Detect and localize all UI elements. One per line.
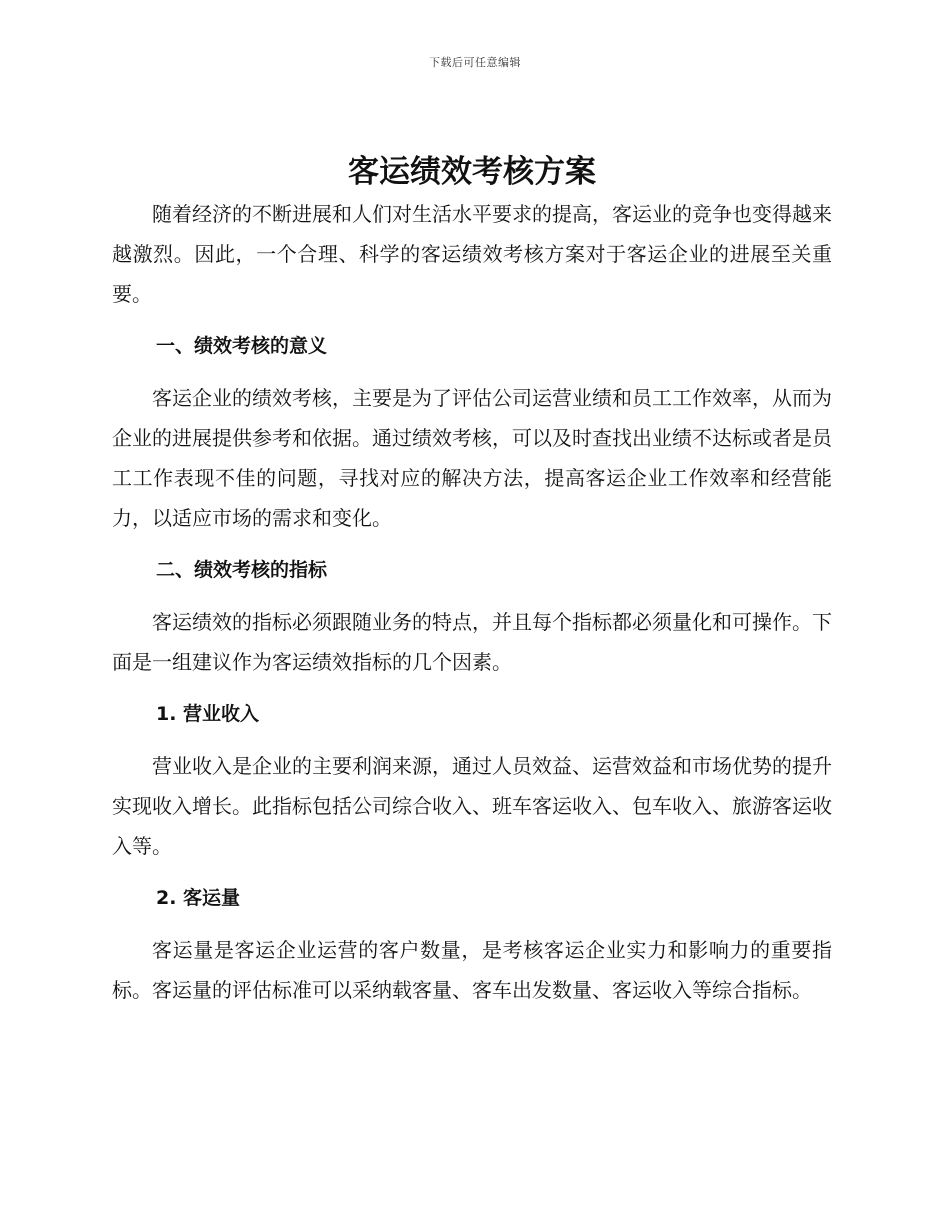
section-1-paragraph: 客运企业的绩效考核，主要是为了评估公司运营业绩和员工工作效率，从而为企业的进展提供参考和依据。通过绩效考核，可以及时查找出业绩不达标或者是员工工作表现不佳的问题，寻找对应的解决方法，提高客运企业工作效率和经营能力，以适应市场的需求和变化。 bbox=[112, 386, 832, 530]
header-note: 下载后可任意编辑 bbox=[429, 56, 521, 69]
item-2-heading: 2. 客运量 bbox=[156, 887, 241, 909]
intro-paragraph: 随着经济的不断进展和人们对生活水平要求的提高，客运业的竞争也变得越来越激烈。因此，一个合理、科学的客运绩效考核方案对于客运企业的进展至关重要。 bbox=[112, 202, 832, 306]
item-1-heading: 1. 营业收入 bbox=[156, 703, 260, 725]
document-title: 客运绩效考核方案 bbox=[348, 154, 596, 190]
section-2-heading: 二、绩效考核的指标 bbox=[156, 559, 328, 581]
section-1-heading: 一、绩效考核的意义 bbox=[156, 335, 328, 357]
section-2-paragraph: 客运绩效的指标必须跟随业务的特点，并且每个指标都必须量化和可操作。下面是一组建议作为客运绩效指标的几个因素。 bbox=[112, 610, 832, 674]
item-1-paragraph: 营业收入是企业的主要利润来源，通过人员效益、运营效益和市场优势的提升实现收入增长。此指标包括公司综合收入、班车客运收入、包车收入、旅游客运收入等。 bbox=[112, 754, 832, 858]
item-2-paragraph: 客运量是客运企业运营的客户数量，是考核客运企业实力和影响力的重要指标。客运量的评估标准可以采纳载客量、客车出发数量、客运收入等综合指标。 bbox=[112, 938, 832, 1002]
document-body bbox=[112, 150, 832, 1010]
